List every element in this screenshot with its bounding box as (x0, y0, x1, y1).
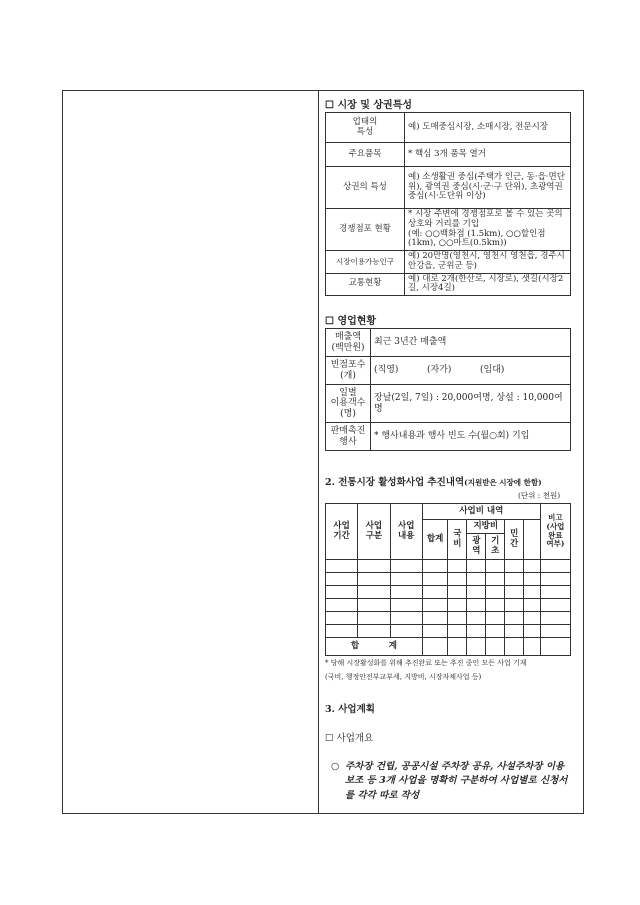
col-period: 사업 기간 (326, 504, 358, 560)
history-note-1: * 당해 시장활성화를 위해 추진완료 또는 추진 중인 모든 사업 기재 (325, 659, 527, 667)
unit-label: (단위 : 천원) (518, 491, 561, 500)
business-heading: ☐ 영업현황 (325, 316, 377, 327)
table-row (326, 586, 571, 599)
section2-title-text: 2. 전통시장 활성화사업 추진내역 (325, 477, 465, 488)
col-national: 국 비 (448, 520, 467, 560)
plan-text: 주차장 건립, 공공시설 주차장 공유, 사설주차장 이용 보조 등 3개 사업을 명확히 구분하여 사업별로 신청서를 각각 따로 작성 (345, 761, 568, 801)
table-row (326, 625, 571, 638)
table-row (326, 599, 571, 612)
col-content: 사업 내용 (390, 504, 422, 560)
section2-title (325, 474, 542, 488)
market-value: 예) 대로 2개(한산로, 시장로), 샛길(시장2길, 시장4길) (405, 273, 571, 296)
business-label: 일별 이용객수 (명) (326, 385, 371, 423)
market-label: 상권의 특성 (326, 167, 405, 209)
col-type: 사업 구분 (358, 504, 390, 560)
market-value: 예) 소생활권 중심(주택가 인근, 동·읍·면단위), 광역권 중심(시·군·구 단위), 초광역권 중심(시·도단위 이상) (405, 167, 571, 209)
bullet-circle: ○ (331, 761, 340, 772)
sum-label: 합 계 (326, 638, 423, 656)
market-label: 교통현황 (326, 273, 405, 296)
market-value: 예) 20만명(영천시, 영천시 영천읍, 경주시 안강읍, 군위군 등) (405, 251, 571, 274)
section3-title: 3. 사업계획 (325, 704, 375, 715)
market-label: 주요품목 (326, 143, 405, 167)
business-value: 장날(2일, 7일) : 20,000여명, 상설 : 10,000여명 (371, 385, 571, 423)
section2-title-note: (지원받은 시장에 한함) (464, 478, 542, 487)
market-value: 예) 도매중심시장, 소매시장, 전문시장 (405, 113, 571, 143)
overview-heading: ☐ 사업개요 (325, 733, 374, 744)
col-local: 지방비 (467, 520, 505, 534)
table-row (326, 612, 571, 625)
col-blank (524, 520, 541, 560)
business-value: * 행사내용과 행사 빈도 수(월○회) 기입 (371, 423, 571, 451)
market-heading: ☐ 시장 및 상권특성 (325, 100, 413, 111)
col-wide: 광 역 (467, 534, 486, 560)
business-value: (직영) (자가) (임대) (371, 357, 571, 385)
market-label: 업태의 특성 (326, 113, 405, 143)
history-note-2: (국비, 행정안전부교부세, 지방비, 시장자체사업 등) (325, 673, 482, 681)
plan-paragraph (325, 760, 575, 803)
market-label: 시장이용가능인구 (326, 251, 405, 274)
history-table (325, 503, 571, 656)
col-total: 합계 (422, 520, 448, 560)
business-label: 매출액 (백만원) (326, 329, 371, 357)
business-label: 빈점포수 (개) (326, 357, 371, 385)
business-value: 최근 3년간 매출액 (371, 329, 571, 357)
business-label: 판매촉진 행사 (326, 423, 371, 451)
market-label: 경쟁점포 현황 (326, 209, 405, 251)
market-value: * 핵심 3개 품목 열거 (405, 143, 571, 167)
column-divider (318, 90, 319, 814)
table-row (326, 573, 571, 586)
market-value: * 시장 주변에 경쟁점포로 볼 수 있는 곳의 상호와 거리를 기입 (예: ○○백화점 (1.5km), ○○할인점(1km), ○○마트(0.5km)) (405, 209, 571, 251)
market-table (325, 112, 571, 296)
business-table (325, 328, 571, 451)
col-remark: 비고 (사업 완료 여부) (540, 504, 570, 560)
col-budget: 사업비 내역 (422, 504, 540, 520)
table-row (326, 560, 571, 573)
col-private: 민 간 (505, 520, 524, 560)
col-basic: 기 초 (486, 534, 505, 560)
sum-row (326, 638, 571, 656)
